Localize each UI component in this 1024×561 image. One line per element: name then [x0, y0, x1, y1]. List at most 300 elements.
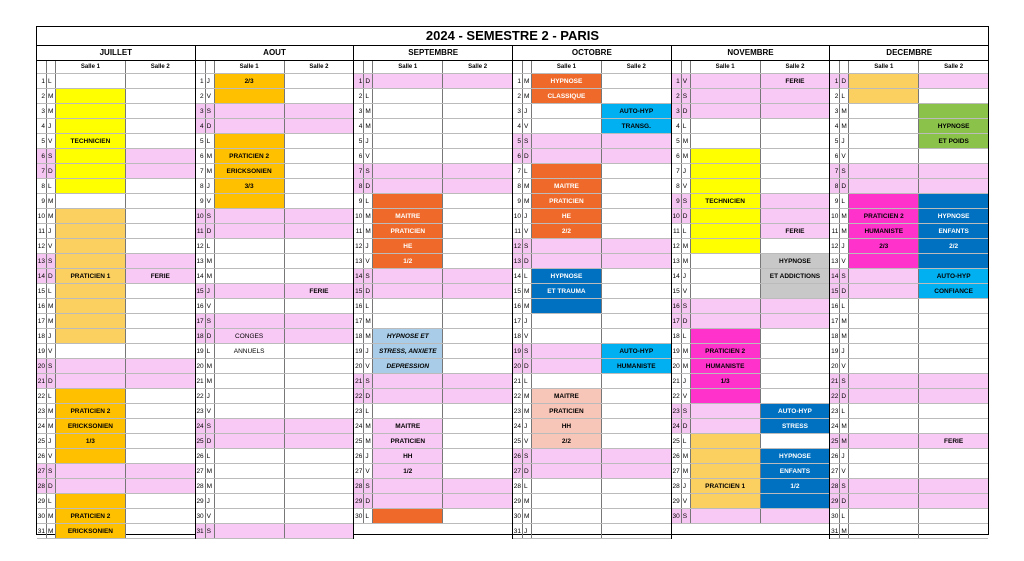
- salle1-cell[interactable]: [56, 464, 126, 478]
- salle2-cell[interactable]: AUTO-HYP: [761, 404, 830, 418]
- salle2-cell[interactable]: [919, 494, 988, 508]
- salle2-cell[interactable]: [285, 494, 354, 508]
- salle2-cell[interactable]: AUTO-HYP: [602, 104, 671, 118]
- salle2-cell[interactable]: [761, 89, 830, 103]
- salle2-cell[interactable]: [919, 299, 988, 313]
- salle1-cell[interactable]: [691, 284, 761, 298]
- salle2-cell[interactable]: [602, 149, 671, 163]
- salle2-cell[interactable]: [602, 389, 671, 403]
- salle1-cell[interactable]: MAITRE: [532, 389, 602, 403]
- salle2-cell[interactable]: [126, 284, 195, 298]
- salle1-cell[interactable]: [532, 134, 602, 148]
- salle2-cell[interactable]: [761, 359, 830, 373]
- salle1-cell[interactable]: [373, 314, 443, 328]
- salle2-cell[interactable]: [919, 179, 988, 193]
- salle1-cell[interactable]: [691, 89, 761, 103]
- salle1-cell[interactable]: HH: [373, 449, 443, 463]
- salle1-cell[interactable]: [215, 419, 285, 433]
- salle2-cell[interactable]: [443, 359, 512, 373]
- salle1-cell[interactable]: [691, 209, 761, 223]
- salle2-cell[interactable]: [602, 449, 671, 463]
- salle2-cell[interactable]: [285, 359, 354, 373]
- salle1-cell[interactable]: PRATICIEN 1: [691, 479, 761, 493]
- salle2-cell[interactable]: [761, 209, 830, 223]
- salle1-cell[interactable]: [56, 209, 126, 223]
- salle1-cell[interactable]: STRESS, ANXIETE: [373, 344, 443, 358]
- salle2-cell[interactable]: [761, 329, 830, 343]
- salle1-cell[interactable]: [373, 104, 443, 118]
- salle2-cell[interactable]: [919, 149, 988, 163]
- salle2-cell[interactable]: [126, 224, 195, 238]
- salle2-cell[interactable]: [443, 299, 512, 313]
- salle1-cell[interactable]: [373, 134, 443, 148]
- salle1-cell[interactable]: [215, 104, 285, 118]
- salle1-cell[interactable]: 2/3: [849, 239, 919, 253]
- salle1-cell[interactable]: [215, 314, 285, 328]
- salle2-cell[interactable]: CONFIANCE: [919, 284, 988, 298]
- salle1-cell[interactable]: [373, 284, 443, 298]
- salle1-cell[interactable]: [849, 329, 919, 343]
- salle2-cell[interactable]: [919, 374, 988, 388]
- salle1-cell[interactable]: [849, 344, 919, 358]
- salle1-cell[interactable]: [215, 374, 285, 388]
- salle2-cell[interactable]: [443, 149, 512, 163]
- salle2-cell[interactable]: [285, 374, 354, 388]
- salle2-cell[interactable]: ENFANTS: [919, 224, 988, 238]
- salle1-cell[interactable]: [849, 254, 919, 268]
- salle2-cell[interactable]: [285, 329, 354, 343]
- salle1-cell[interactable]: [215, 389, 285, 403]
- salle1-cell[interactable]: ERICKSONIEN: [56, 524, 126, 538]
- salle2-cell[interactable]: [443, 434, 512, 448]
- salle1-cell[interactable]: [849, 434, 919, 448]
- salle1-cell[interactable]: [215, 479, 285, 493]
- salle1-cell[interactable]: [849, 74, 919, 88]
- salle2-cell[interactable]: [443, 314, 512, 328]
- salle2-cell[interactable]: [602, 209, 671, 223]
- salle1-cell[interactable]: [849, 269, 919, 283]
- salle2-cell[interactable]: [443, 254, 512, 268]
- salle2-cell[interactable]: ET ADDICTIONS: [761, 269, 830, 283]
- salle2-cell[interactable]: [126, 134, 195, 148]
- salle2-cell[interactable]: FERIE: [761, 74, 830, 88]
- salle1-cell[interactable]: [532, 464, 602, 478]
- salle2-cell[interactable]: [602, 194, 671, 208]
- salle2-cell[interactable]: TRANSG.: [602, 119, 671, 133]
- salle1-cell[interactable]: [56, 194, 126, 208]
- salle2-cell[interactable]: [443, 344, 512, 358]
- salle2-cell[interactable]: [285, 269, 354, 283]
- salle2-cell[interactable]: [602, 374, 671, 388]
- salle1-cell[interactable]: 1/3: [56, 434, 126, 448]
- salle2-cell[interactable]: ET POIDS: [919, 134, 988, 148]
- salle2-cell[interactable]: [761, 179, 830, 193]
- salle2-cell[interactable]: [126, 119, 195, 133]
- salle1-cell[interactable]: PRATICIEN 2: [215, 149, 285, 163]
- salle1-cell[interactable]: [849, 419, 919, 433]
- salle1-cell[interactable]: [532, 254, 602, 268]
- salle1-cell[interactable]: [532, 299, 602, 313]
- salle2-cell[interactable]: [126, 239, 195, 253]
- salle1-cell[interactable]: [849, 119, 919, 133]
- salle1-cell[interactable]: [532, 314, 602, 328]
- salle1-cell[interactable]: MAITRE: [373, 419, 443, 433]
- salle1-cell[interactable]: [691, 434, 761, 448]
- salle2-cell[interactable]: [443, 74, 512, 88]
- salle1-cell[interactable]: [691, 254, 761, 268]
- salle2-cell[interactable]: [285, 479, 354, 493]
- salle2-cell[interactable]: [285, 194, 354, 208]
- salle2-cell[interactable]: [443, 449, 512, 463]
- salle1-cell[interactable]: 3/3: [215, 179, 285, 193]
- salle2-cell[interactable]: [602, 434, 671, 448]
- salle2-cell[interactable]: [126, 464, 195, 478]
- salle2-cell[interactable]: [761, 134, 830, 148]
- salle1-cell[interactable]: [532, 164, 602, 178]
- salle2-cell[interactable]: [126, 209, 195, 223]
- salle2-cell[interactable]: [919, 359, 988, 373]
- salle1-cell[interactable]: [849, 284, 919, 298]
- salle2-cell[interactable]: [443, 464, 512, 478]
- salle1-cell[interactable]: [373, 164, 443, 178]
- salle1-cell[interactable]: [56, 104, 126, 118]
- salle2-cell[interactable]: [761, 164, 830, 178]
- salle2-cell[interactable]: [919, 404, 988, 418]
- salle2-cell[interactable]: [285, 74, 354, 88]
- salle2-cell[interactable]: HUMANISTE: [602, 359, 671, 373]
- salle1-cell[interactable]: [56, 89, 126, 103]
- salle2-cell[interactable]: [761, 374, 830, 388]
- salle1-cell[interactable]: [849, 359, 919, 373]
- salle2-cell[interactable]: [602, 74, 671, 88]
- salle2-cell[interactable]: [602, 509, 671, 523]
- salle1-cell[interactable]: HYPNOSE: [532, 269, 602, 283]
- salle1-cell[interactable]: [691, 104, 761, 118]
- salle2-cell[interactable]: [602, 314, 671, 328]
- salle2-cell[interactable]: HYPNOSE: [919, 119, 988, 133]
- salle2-cell[interactable]: [919, 254, 988, 268]
- salle1-cell[interactable]: [56, 329, 126, 343]
- salle2-cell[interactable]: [443, 194, 512, 208]
- salle2-cell[interactable]: [443, 164, 512, 178]
- salle1-cell[interactable]: [691, 119, 761, 133]
- salle1-cell[interactable]: [691, 149, 761, 163]
- salle1-cell[interactable]: [532, 374, 602, 388]
- salle2-cell[interactable]: [285, 104, 354, 118]
- salle2-cell[interactable]: [126, 329, 195, 343]
- salle1-cell[interactable]: [373, 149, 443, 163]
- salle1-cell[interactable]: [215, 509, 285, 523]
- salle2-cell[interactable]: [126, 164, 195, 178]
- salle1-cell[interactable]: HUMANISTE: [849, 224, 919, 238]
- salle2-cell[interactable]: HYPNOSE: [761, 449, 830, 463]
- salle1-cell[interactable]: PRATICIEN: [373, 434, 443, 448]
- salle2-cell[interactable]: [919, 449, 988, 463]
- salle1-cell[interactable]: [691, 74, 761, 88]
- salle2-cell[interactable]: [919, 419, 988, 433]
- salle2-cell[interactable]: [285, 314, 354, 328]
- salle2-cell[interactable]: [443, 134, 512, 148]
- salle1-cell[interactable]: 2/2: [532, 434, 602, 448]
- salle1-cell[interactable]: [691, 464, 761, 478]
- salle2-cell[interactable]: [285, 119, 354, 133]
- salle1-cell[interactable]: [691, 269, 761, 283]
- salle1-cell[interactable]: [215, 449, 285, 463]
- salle2-cell[interactable]: [126, 254, 195, 268]
- salle1-cell[interactable]: [56, 284, 126, 298]
- salle1-cell[interactable]: [532, 479, 602, 493]
- salle1-cell[interactable]: [849, 494, 919, 508]
- salle2-cell[interactable]: FERIE: [761, 224, 830, 238]
- salle2-cell[interactable]: [602, 239, 671, 253]
- salle2-cell[interactable]: [285, 464, 354, 478]
- salle2-cell[interactable]: [602, 494, 671, 508]
- salle1-cell[interactable]: [849, 449, 919, 463]
- salle1-cell[interactable]: [532, 359, 602, 373]
- salle2-cell[interactable]: [285, 344, 354, 358]
- salle1-cell[interactable]: [56, 254, 126, 268]
- salle1-cell[interactable]: TECHNICIEN: [691, 194, 761, 208]
- salle2-cell[interactable]: HYPNOSE: [761, 254, 830, 268]
- salle2-cell[interactable]: [285, 389, 354, 403]
- salle1-cell[interactable]: [532, 449, 602, 463]
- salle2-cell[interactable]: [285, 524, 354, 538]
- salle2-cell[interactable]: [126, 359, 195, 373]
- salle1-cell[interactable]: [373, 89, 443, 103]
- salle1-cell[interactable]: TECHNICIEN: [56, 134, 126, 148]
- salle1-cell[interactable]: PRATICIEN 2: [849, 209, 919, 223]
- salle2-cell[interactable]: [126, 149, 195, 163]
- salle2-cell[interactable]: [443, 224, 512, 238]
- salle1-cell[interactable]: [849, 164, 919, 178]
- salle1-cell[interactable]: [691, 164, 761, 178]
- salle1-cell[interactable]: [849, 194, 919, 208]
- salle1-cell[interactable]: [691, 239, 761, 253]
- salle2-cell[interactable]: [919, 389, 988, 403]
- salle1-cell[interactable]: ANNUELS: [215, 344, 285, 358]
- salle1-cell[interactable]: [56, 239, 126, 253]
- salle1-cell[interactable]: [215, 269, 285, 283]
- salle2-cell[interactable]: [761, 104, 830, 118]
- salle1-cell[interactable]: [532, 239, 602, 253]
- salle2-cell[interactable]: [602, 404, 671, 418]
- salle1-cell[interactable]: [215, 224, 285, 238]
- salle2-cell[interactable]: [761, 389, 830, 403]
- salle2-cell[interactable]: [443, 419, 512, 433]
- salle1-cell[interactable]: [56, 359, 126, 373]
- salle1-cell[interactable]: [532, 494, 602, 508]
- salle1-cell[interactable]: [532, 149, 602, 163]
- salle1-cell[interactable]: [215, 284, 285, 298]
- salle2-cell[interactable]: [285, 404, 354, 418]
- salle1-cell[interactable]: [56, 374, 126, 388]
- salle1-cell[interactable]: [691, 179, 761, 193]
- salle2-cell[interactable]: [126, 524, 195, 538]
- salle1-cell[interactable]: 1/2: [373, 464, 443, 478]
- salle1-cell[interactable]: [373, 509, 443, 523]
- salle1-cell[interactable]: [849, 509, 919, 523]
- salle2-cell[interactable]: [126, 389, 195, 403]
- salle1-cell[interactable]: [691, 314, 761, 328]
- salle2-cell[interactable]: AUTO-HYP: [602, 344, 671, 358]
- salle1-cell[interactable]: PRATICIEN: [532, 404, 602, 418]
- salle1-cell[interactable]: ET TRAUMA: [532, 284, 602, 298]
- salle1-cell[interactable]: 2/3: [215, 74, 285, 88]
- salle1-cell[interactable]: [691, 494, 761, 508]
- salle1-cell[interactable]: [373, 74, 443, 88]
- salle2-cell[interactable]: [602, 269, 671, 283]
- salle1-cell[interactable]: [532, 329, 602, 343]
- salle2-cell[interactable]: [602, 179, 671, 193]
- salle2-cell[interactable]: [761, 494, 830, 508]
- salle2-cell[interactable]: [761, 239, 830, 253]
- salle2-cell[interactable]: [126, 494, 195, 508]
- salle1-cell[interactable]: MAITRE: [373, 209, 443, 223]
- salle2-cell[interactable]: [285, 509, 354, 523]
- salle2-cell[interactable]: [919, 89, 988, 103]
- salle1-cell[interactable]: [532, 524, 602, 538]
- salle2-cell[interactable]: [919, 164, 988, 178]
- salle2-cell[interactable]: [126, 449, 195, 463]
- salle1-cell[interactable]: [849, 524, 919, 538]
- salle1-cell[interactable]: [849, 464, 919, 478]
- salle2-cell[interactable]: [602, 479, 671, 493]
- salle2-cell[interactable]: [919, 524, 988, 538]
- salle2-cell[interactable]: [919, 509, 988, 523]
- salle1-cell[interactable]: 1/3: [691, 374, 761, 388]
- salle1-cell[interactable]: [215, 494, 285, 508]
- salle2-cell[interactable]: [919, 344, 988, 358]
- salle2-cell[interactable]: FERIE: [126, 269, 195, 283]
- salle1-cell[interactable]: [691, 389, 761, 403]
- salle2-cell[interactable]: [126, 104, 195, 118]
- salle1-cell[interactable]: [691, 419, 761, 433]
- salle2-cell[interactable]: [285, 434, 354, 448]
- salle2-cell[interactable]: [126, 299, 195, 313]
- salle2-cell[interactable]: [761, 284, 830, 298]
- salle1-cell[interactable]: PRATICIEN 2: [691, 344, 761, 358]
- salle1-cell[interactable]: [849, 299, 919, 313]
- salle2-cell[interactable]: STRESS: [761, 419, 830, 433]
- salle1-cell[interactable]: PRATICIEN 2: [56, 509, 126, 523]
- salle1-cell[interactable]: [56, 164, 126, 178]
- salle2-cell[interactable]: [919, 479, 988, 493]
- salle1-cell[interactable]: [56, 119, 126, 133]
- salle2-cell[interactable]: [602, 524, 671, 538]
- salle1-cell[interactable]: [215, 239, 285, 253]
- salle2-cell[interactable]: FERIE: [919, 434, 988, 448]
- salle1-cell[interactable]: [56, 314, 126, 328]
- salle2-cell[interactable]: [285, 299, 354, 313]
- salle1-cell[interactable]: CLASSIQUE: [532, 89, 602, 103]
- salle1-cell[interactable]: [849, 314, 919, 328]
- salle1-cell[interactable]: [215, 194, 285, 208]
- salle1-cell[interactable]: ERICKSONIEN: [215, 164, 285, 178]
- salle1-cell[interactable]: [215, 359, 285, 373]
- salle1-cell[interactable]: [215, 524, 285, 538]
- salle1-cell[interactable]: [373, 119, 443, 133]
- salle2-cell[interactable]: [919, 104, 988, 118]
- salle2-cell[interactable]: [285, 164, 354, 178]
- salle2-cell[interactable]: [443, 329, 512, 343]
- salle1-cell[interactable]: [373, 374, 443, 388]
- salle2-cell[interactable]: [126, 509, 195, 523]
- salle1-cell[interactable]: [849, 479, 919, 493]
- salle1-cell[interactable]: HH: [532, 419, 602, 433]
- salle1-cell[interactable]: [373, 194, 443, 208]
- salle1-cell[interactable]: [849, 134, 919, 148]
- salle2-cell[interactable]: [126, 479, 195, 493]
- salle1-cell[interactable]: [56, 74, 126, 88]
- salle1-cell[interactable]: [849, 179, 919, 193]
- salle1-cell[interactable]: 1/2: [373, 254, 443, 268]
- salle1-cell[interactable]: [215, 299, 285, 313]
- salle2-cell[interactable]: [285, 254, 354, 268]
- salle2-cell[interactable]: [919, 464, 988, 478]
- salle1-cell[interactable]: [56, 389, 126, 403]
- salle1-cell[interactable]: [215, 209, 285, 223]
- salle2-cell[interactable]: [761, 344, 830, 358]
- salle2-cell[interactable]: [126, 344, 195, 358]
- salle2-cell[interactable]: [602, 299, 671, 313]
- salle2-cell[interactable]: [443, 404, 512, 418]
- salle1-cell[interactable]: [849, 404, 919, 418]
- salle1-cell[interactable]: [215, 254, 285, 268]
- salle2-cell[interactable]: [919, 194, 988, 208]
- salle1-cell[interactable]: [849, 104, 919, 118]
- salle1-cell[interactable]: [849, 389, 919, 403]
- salle2-cell[interactable]: [126, 74, 195, 88]
- salle2-cell[interactable]: [761, 314, 830, 328]
- salle2-cell[interactable]: [602, 329, 671, 343]
- salle1-cell[interactable]: DEPRESSION: [373, 359, 443, 373]
- salle1-cell[interactable]: [373, 299, 443, 313]
- salle1-cell[interactable]: [691, 509, 761, 523]
- salle2-cell[interactable]: [761, 194, 830, 208]
- salle1-cell[interactable]: [215, 89, 285, 103]
- salle1-cell[interactable]: [56, 494, 126, 508]
- salle2-cell[interactable]: [602, 224, 671, 238]
- salle1-cell[interactable]: HYPNOSE ET: [373, 329, 443, 343]
- salle2-cell[interactable]: [761, 509, 830, 523]
- salle2-cell[interactable]: HYPNOSE: [919, 209, 988, 223]
- salle2-cell[interactable]: [443, 479, 512, 493]
- salle1-cell[interactable]: [56, 449, 126, 463]
- salle2-cell[interactable]: [602, 419, 671, 433]
- salle2-cell[interactable]: [285, 224, 354, 238]
- salle1-cell[interactable]: [691, 299, 761, 313]
- salle1-cell[interactable]: [373, 479, 443, 493]
- salle2-cell[interactable]: [126, 419, 195, 433]
- salle1-cell[interactable]: [373, 179, 443, 193]
- salle2-cell[interactable]: ENFANTS: [761, 464, 830, 478]
- salle1-cell[interactable]: HUMANISTE: [691, 359, 761, 373]
- salle2-cell[interactable]: [126, 434, 195, 448]
- salle2-cell[interactable]: [285, 209, 354, 223]
- salle1-cell[interactable]: [215, 464, 285, 478]
- salle1-cell[interactable]: [56, 344, 126, 358]
- salle2-cell[interactable]: [443, 119, 512, 133]
- salle1-cell[interactable]: [691, 404, 761, 418]
- salle1-cell[interactable]: [56, 299, 126, 313]
- salle1-cell[interactable]: [373, 389, 443, 403]
- salle1-cell[interactable]: [373, 269, 443, 283]
- salle1-cell[interactable]: PRATICIEN 2: [56, 404, 126, 418]
- salle2-cell[interactable]: [919, 329, 988, 343]
- salle2-cell[interactable]: [602, 254, 671, 268]
- salle2-cell[interactable]: [285, 419, 354, 433]
- salle2-cell[interactable]: 2/2: [919, 239, 988, 253]
